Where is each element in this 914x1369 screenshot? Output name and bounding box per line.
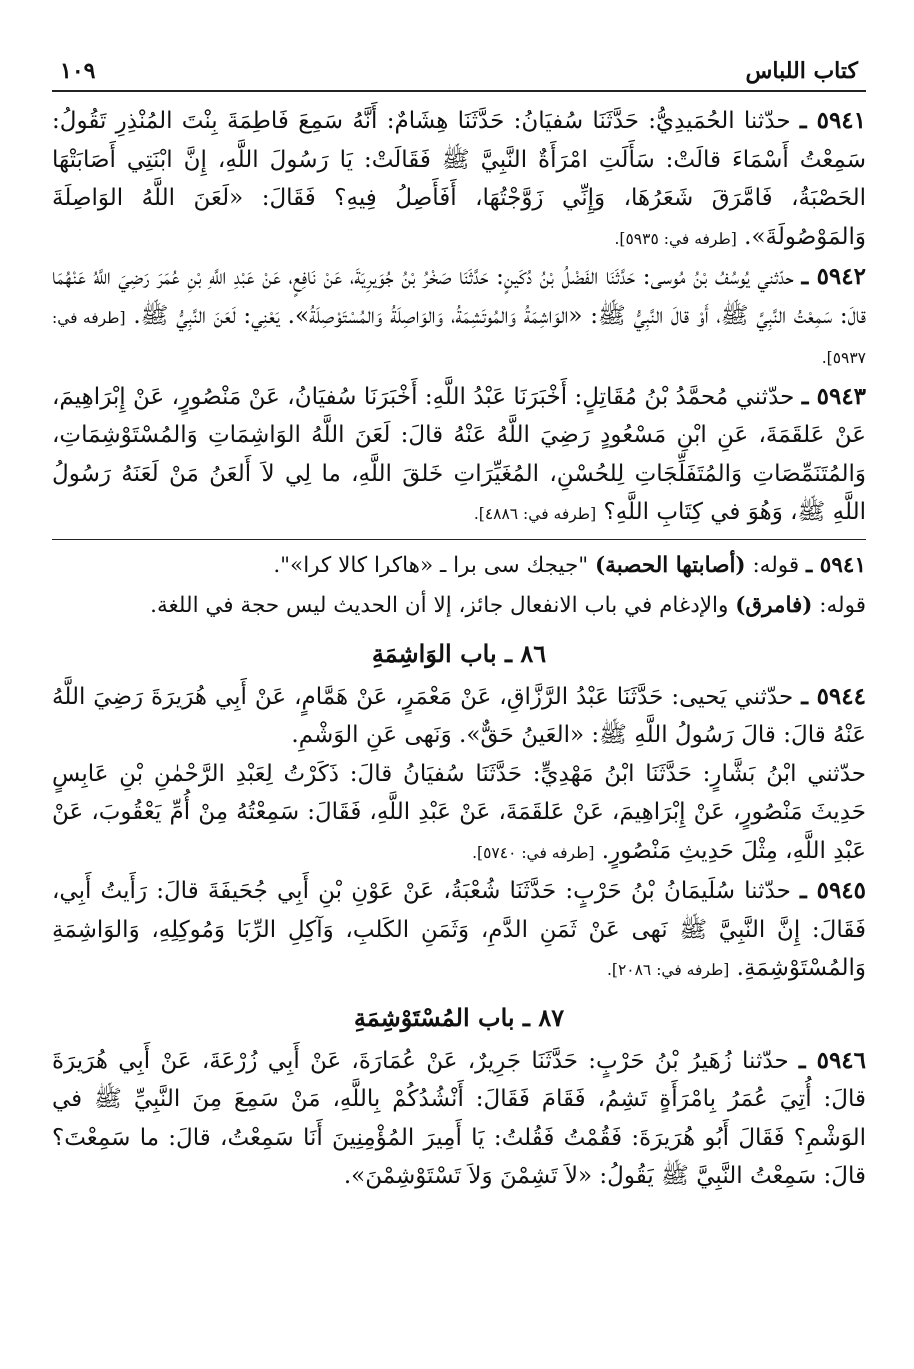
chapter-heading-86: ٨٦ ـ باب الوَاشِمَةِ [371, 638, 547, 668]
footnote-text: والإدغام في باب الانفعال جائز، إلا أن الحديث ليس حجة في اللغة. [150, 592, 736, 618]
footnote-text: "جيجك سى برا ـ «هاكرا كالا كرا»". [273, 552, 595, 578]
hadith-5944 [52, 678, 866, 755]
hadith-5943 [52, 378, 866, 534]
hadith-text: حدّثنا زُهَيرُ بْنُ حَرْبٍ: حَدَّثَنَا جَرِيرٌ، عَنْ عُمَارَةَ، عَنْ أَبِي زُرْعَةَ، عَنْ أَبِي هُرَيرَةَ قالَ: أُتِيَ عُمَرُ بِامْرَأَةٍ تَشِمُ، فَقَامَ فَقَالَ: أَنْشُدُكُمْ بِاللَّهِ، مَنْ سَمِعَ مِنَ النَّبِيِّ ﷺ في الوَشْمِ؟ فَقَالَ أَبُو هُرَيرَةَ: فَقُمْتُ فَقُلتُ: يَا أَمِيرَ المُؤْمِنِينَ أَنَا سَمِعْتُ، قالَ: ما سَمِعْتَ؟ قالَ: سَمِعْتُ النَّبِيَّ ﷺ يَقُولُ: «لاَ تَشِمْنَ وَلاَ تَسْتَوْشِمْنَ». [52, 1047, 866, 1189]
book-title: كتاب اللباس [745, 58, 858, 84]
cross-reference: [طرفه في: ٥٩٣٧]. [52, 308, 866, 367]
footnote-keyword: (أصابتها الحصبة) [595, 552, 746, 578]
footnote-prefix: قوله: [745, 552, 800, 578]
hadith-number: ٥٩٤٢ ـ [801, 263, 866, 290]
footnote-prefix: قوله: [812, 592, 866, 618]
hadith-5941 [52, 102, 866, 258]
hadith-5942 [52, 258, 866, 378]
hadith-text: حدّثني يَحيى: حَدَّثَنَا عَبْدُ الرَّزَّاقِ، عَنْ مَعْمَرٍ، عَنْ هَمَّامٍ، عَنْ أَبِي هُرَيرَةَ رَضِيَ اللَّهُ عَنْهُ قالَ: قالَ رَسُولُ اللَّهِ ﷺ: «العَينُ حَقٌّ». وَنَهى عَنِ الوَشْمِ. [52, 683, 866, 748]
hadith-5945 [52, 872, 866, 990]
footnote-number: ٥٩٤١ ـ [806, 552, 866, 578]
hadith-5946 [52, 1042, 866, 1196]
hadith-number: ٥٩٤٥ ـ [799, 877, 867, 904]
hadith-number: ٥٩٤٣ ـ [801, 382, 867, 410]
chapter-heading-87: ٨٧ ـ باب المُسْتَوْشِمَةِ [353, 1002, 565, 1032]
hadith-number: ٥٩٤١ ـ [799, 107, 867, 134]
page-body [52, 92, 866, 1196]
cross-reference: [طرفه في: ٤٨٨٦]. [473, 505, 597, 523]
cross-reference: [طرفه في: ٥٧٤٠]. [472, 843, 595, 862]
hadith-number: ٥٩٤٤ ـ [801, 682, 866, 710]
hadith-5944-chain [52, 755, 866, 873]
hadith-text: حدّثنا سُلَيمَانُ بْنُ حَرْبٍ: حَدَّثَنَا شُعْبَةُ، عَنْ عَوْنِ بْنِ أَبِي جُحَيفَةَ قالَ: رَأَيتُ أَبِي، فَقَالَ: إِنَّ النَّبِيَّ ﷺ نَهى عَنْ ثَمَنِ الدَّمِ، وَثَمَنِ الكَلبِ، وَآكِلِ الرِّبَا وَمُوكِلِهِ، وَالوَاشِمَةِ وَالمُسْتَوْشِمَةِ. [52, 878, 866, 981]
footnote-keyword: (فامرق) [735, 592, 813, 618]
hadith-text: حدّثني ابْنُ بَشَّارٍ: حَدَّثَنَا ابْنُ مَهْدِيٍّ: حَدَّثَنَا سُفيَانُ قالَ: ذَكَرْتُ لِعَبْدِ الرَّحْمٰنِ بْنِ عَابِسٍ حَدِيثَ مَنْصُورٍ، عَنْ إِبْرَاهِيمَ، عَنْ عَلقَمَةَ، عَنْ عَبْدِ اللَّهِ، فَقَالَ: سَمِعْتُهُ مِنْ أُمِّ يَعْقُوبَ، عَنْ عَبْدِ اللَّهِ، مِثْلَ حَدِيثِ مَنْصُورٍ. [52, 760, 866, 864]
footnote-5941 [52, 546, 866, 586]
footnote-famaraq [52, 586, 866, 626]
footnote-divider [52, 539, 866, 540]
page-header [52, 52, 866, 92]
cross-reference: [طرفه في: ٥٩٣٥]. [614, 229, 737, 248]
page-number: ١٠٩ [60, 58, 96, 84]
hadith-text: حدّثني يُوسُفُ بْنُ مُوسى: حَدَّثَنَا الفَضْلُ بْنُ دُكَينٍ: حَدَّثَنَا صَخْرُ بْنُ جُوَيرِيَةَ، عَنْ نَافِعٍ، عَنْ عَبْدِ اللَّهِ بْنِ عُمَرَ رَضِيَ اللَّهُ عَنْهُمَا قالَ: سَمِعْتُ النَّبِيَّ ﷺ، أَوْ قالَ النَّبِيُّ ﷺ: «الوَاشِمَةُ وَالمُوتَشِمَةُ، وَالوَاصِلَةُ وَالمُسْتَوْصِلَةُ». يَعْنِي: لَعَنَ النَّبِيُّ ﷺ. [52, 264, 866, 329]
hadith-text: حدّثنا الحُمَيدِيُّ: حَدَّثَنَا سُفيَانُ: حَدَّثَنَا هِشَامٌ: أَنَّهُ سَمِعَ فَاطِمَةَ بِنْتَ المُنْذِرِ تَقُولُ: سَمِعْتُ أَسْمَاءَ قالَتْ: سَأَلَتِ امْرَأَةٌ النَّبِيَّ ﷺ فَقَالَتْ: يَا رَسُولَ اللَّهِ، إِنَّ ابْنَتِي أَصَابَتْهَا الحَصْبَةُ، فَامَّرَقَ شَعَرُهَا، وَإِنِّي زَوَّجْتُهَا، أَفَأَصِلُ فِيهِ؟ فَقَالَ: «لَعَنَ اللَّهُ الوَاصِلَةَ وَالمَوْصُولَةَ». [52, 108, 866, 250]
hadith-text: حدّثني مُحمَّدُ بْنُ مُقَاتِلٍ: أَخْبَرَنَا عَبْدُ اللَّهِ: أَخْبَرَنَا سُفيَانُ، عَنْ مَنْصُورٍ، عَنْ إِبْرَاهِيمَ، عَنْ عَلقَمَةَ، عَنِ ابْنِ مَسْعُودٍ رَضِيَ اللَّهُ عَنْهُ قالَ: لَعَنَ اللَّهُ الوَاشِمَاتِ وَالمُسْتَوْشِمَاتِ، وَالمُتَنَمِّصَاتِ وَالمُتَفَلِّجَاتِ لِلحُسْنِ، المُغَيِّرَاتِ خَلقَ اللَّهِ، ما لِي لاَ أَلعَنُ مَنْ لَعَنَهُ رَسُولُ اللَّهِ ﷺ، وَهُوَ في كِتَابِ اللَّهِ؟ [52, 383, 866, 525]
hadith-number: ٥٩٤٦ ـ [798, 1046, 867, 1074]
cross-reference: [طرفه في: ٢٠٨٦]. [606, 961, 730, 979]
